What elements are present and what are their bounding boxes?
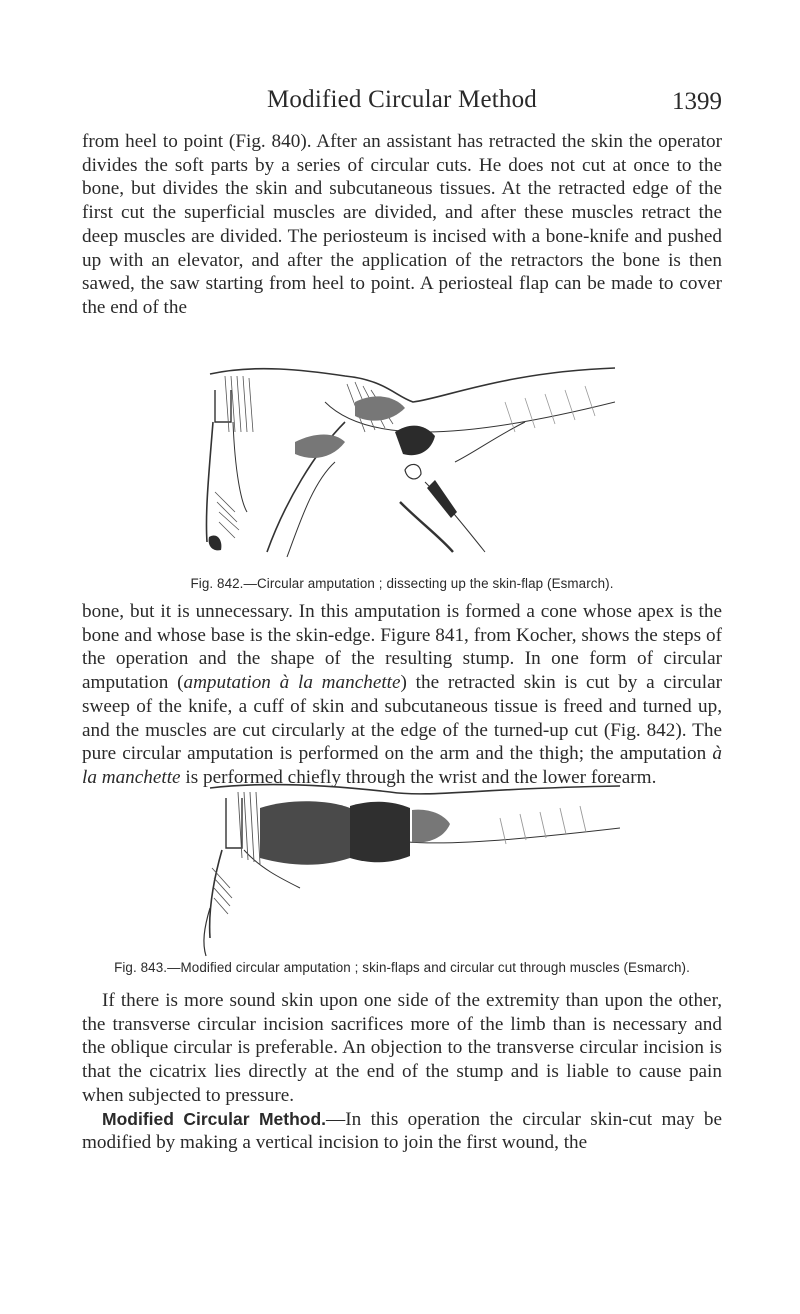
paragraph-4-heading: Modified Circular Method. (102, 1108, 327, 1129)
page-number: 1399 (672, 88, 722, 115)
paragraph-2-italic1: amputation à la manchette (183, 672, 401, 694)
figure-843-illustration (200, 778, 620, 958)
paragraph-3-text: If there is more sound skin upon one side of the extremity than upon the other, the transverse circular incision sacrifices more of the limb than is necessary and the oblique circular is preferable. An objection to the transverse circular incision is that the cicatrix lies directly at the end of the stump and is liable to cause pain when subjected to pressure. (82, 990, 722, 1106)
paragraph-3 (82, 989, 722, 1155)
paragraph-2-part3: is performed chiefly through the wrist and the lower forearm. (180, 766, 657, 788)
figure-843-caption: Fig. 843.—Modified circular amputation ; skin-flaps and circular cut through muscles (Esmarch). (114, 960, 690, 975)
paragraph-2-italic2: à la manchette (82, 743, 722, 788)
paragraph-2-part1: bone, but it is unnecessary. In this amputation is formed a cone whose apex is the bone and whose base is the skin-edge. Figure 841, from Kocher, shows the steps of the operation and the shape of the resulting stump. In one form of circular amputation ( (82, 601, 722, 694)
running-title: Modified Circular Method (266, 86, 538, 113)
paragraph-1-text: from heel to point (Fig. 840). After an assistant has retracted the skin the operator divides the soft parts by a series of circular cuts. He does not cut at once to the bone, but divides the skin and subcutaneous tissues. At the retracted edge of the first cut the superficial muscles are divided, and after these muscles retract the deep muscles are divided. The periosteum is incised with a bone-knife and pushed up with an elevator, and after the application of the retractors the bone is then sawed, the saw starting from heel to point. A periosteal flap can be made to cover the end of the (82, 131, 722, 318)
paragraph-2-text (82, 600, 722, 790)
running-head (82, 86, 722, 122)
paragraph-4-text: —In this operation the circular skin-cut may be modified by making a vertical incision to join the first wound, the (82, 1108, 722, 1154)
figure-842-illustration (195, 362, 615, 572)
paragraph-1 (82, 130, 722, 320)
paragraph-2-part2: ) the retracted skin is cut by a circular sweep of the knife, a cuff of skin and subcutaneous tissue is freed and turned up, and the muscles are cut circularly at the edge of the turned-up cut (Fig. 842). The pure circular amputation is performed on the arm and the thigh; the amputation (82, 672, 722, 765)
paragraph-4 (82, 1108, 722, 1155)
figure-842-caption: Fig. 842.—Circular amputation ; dissecting up the skin-flap (Esmarch). (190, 576, 614, 591)
paragraph-2 (82, 600, 722, 790)
